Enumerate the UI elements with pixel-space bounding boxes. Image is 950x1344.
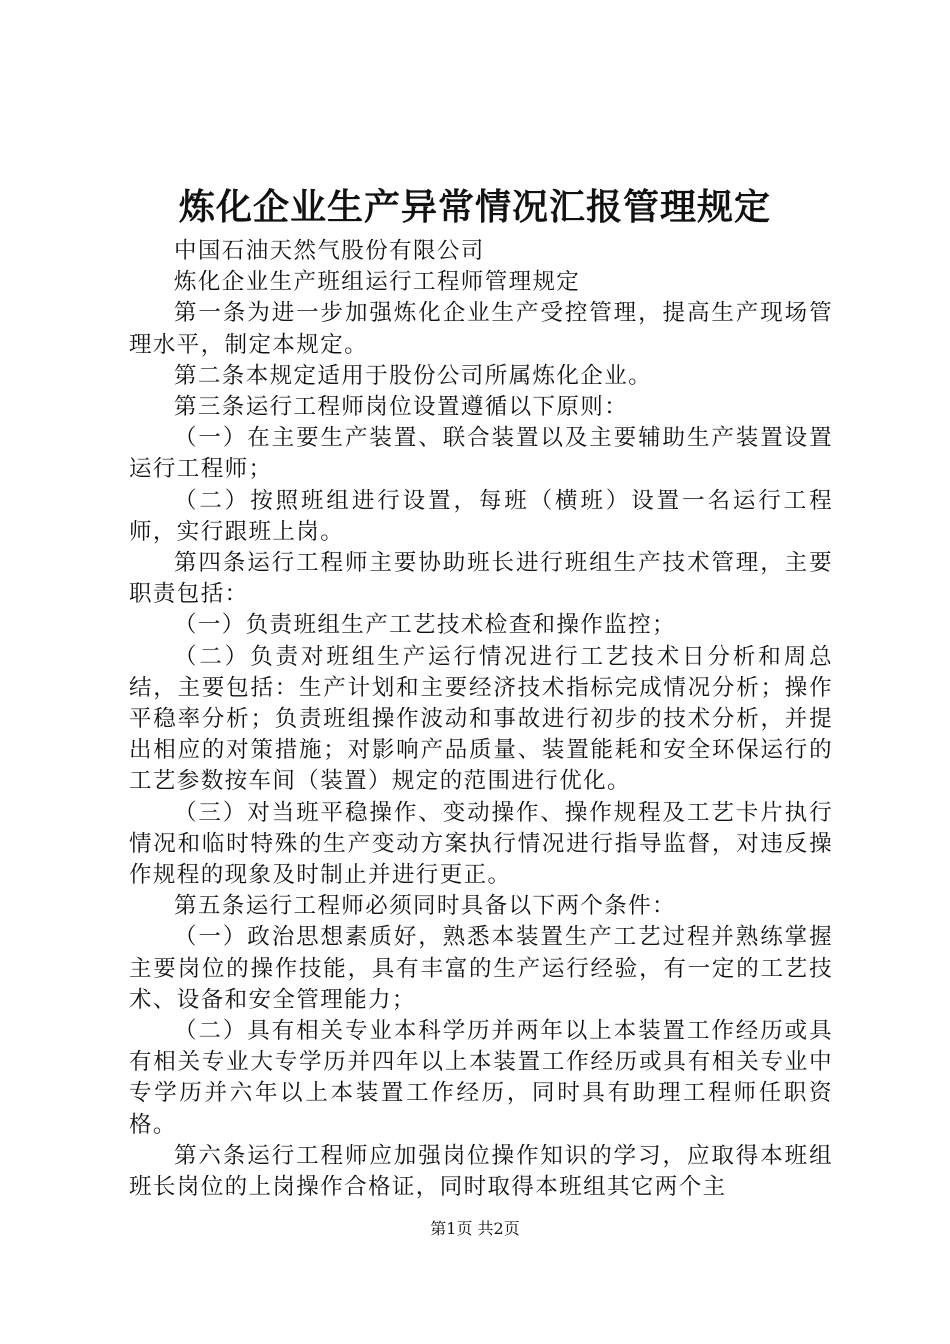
document-title: 炼化企业生产异常情况汇报管理规定 [178,186,771,228]
paragraph-article-3-item-2: （二）按照班组进行设置，每班（横班）设置一名运行工程师，实行跟班上岗。 [129,487,833,545]
paragraph-article-4: 第四条运行工程师主要协助班长进行班组生产技术管理，主要职责包括： [129,550,833,608]
paragraph-article-6: 第六条运行工程师应加强岗位操作知识的学习，应取得本班组班长岗位的上岗操作合格证，同时取得本班组其它两个主 [129,1142,833,1201]
paragraph-article-1: 第一条为进一步加强炼化企业生产受控管理，提高生产现场管理水平，制定本规定。 [129,300,833,358]
paragraph-article-5: 第五条运行工程师必须同时具备以下两个条件： [174,893,676,920]
paragraph-company: 中国石油天然气股份有限公司 [174,238,485,264]
paragraph-article-2: 第二条本规定适用于股份公司所属炼化企业。 [174,362,653,389]
document-body [129,236,833,1203]
paragraph-article-4-item-3: （三）对当班平稳操作、变动操作、操作规程及工艺卡片执行情况和临时特殊的生产变动方案执行情况进行指导监督，对违反操作规程的现象及时制止并进行更正。 [129,799,833,889]
paragraph-article-5-item-1: （一）政治思想素质好，熟悉本装置生产工艺过程并熟练掌握主要岗位的操作技能，具有丰富的生产运行经验，有一定的工艺技术、设备和安全管理能力； [129,924,833,1013]
paragraph-article-5-item-2: （二）具有相关专业本科学历并两年以上本装置工作经历或具有相关专业大专学历并四年以上本装置工作经历或具有相关专业中专学历并六年以上本装置工作经历，同时具有助理工程师任职资格。 [129,1018,833,1138]
paragraph-regulation-name: 炼化企业生产班组运行工程师管理规定 [174,269,581,296]
paragraph-article-4-item-1: （一）负责班组生产工艺技术检查和操作监控； [174,612,676,639]
paragraph-article-3: 第三条运行工程师岗位设置遵循以下原则： [174,394,629,421]
paragraph-article-3-item-1: （一）在主要生产装置、联合装置以及主要辅助生产装置设置运行工程师； [129,425,833,483]
paragraph-article-4-item-2: （二）负责对班组生产运行情况进行工艺技术日分析和周总结，主要包括：生产计划和主要经济技术指标完成情况分析；操作平稳率分析；负责班组操作波动和事故进行初步的技术分析，并提出相应的对策措施；对影响产品质量、装置能耗和安全环保运行的工艺参数按车间（装置）规定的范围进行优化。 [129,643,833,795]
page-footer: 第1页 共2页 [430,1219,520,1238]
